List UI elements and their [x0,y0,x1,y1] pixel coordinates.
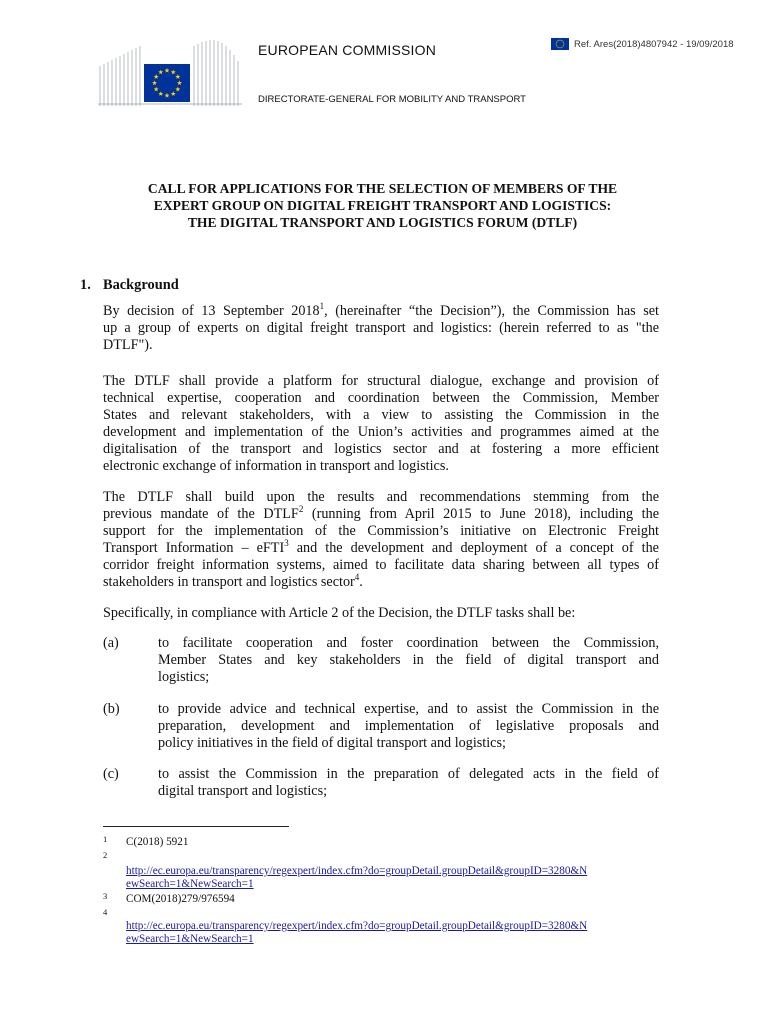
section-title: Background [103,277,179,293]
paragraph-2 [103,373,659,475]
task-label: (b) [103,701,120,717]
text-line: digitalisation of the transport and logistics sector and at fostering a more efficient [103,441,659,457]
text-line: Transport Information – eFTI$^3$ and the development and deployment of a concept of the [103,538,659,556]
text-line: The DTLF shall build upon the results and recommendations stemming from the [103,489,659,505]
section-heading [80,277,179,294]
text-line: technical expertise, cooperation and coordination between the Commission, Member [103,390,659,406]
footnote-ref[interactable]: 3 [284,538,289,548]
task-text [158,766,659,800]
footnote-number: 3 [103,891,108,901]
text-line: to provide advice and technical expertise, and to assist the Commission in the [158,701,659,717]
footnote-ref[interactable]: 4 [354,572,360,582]
text-line: to facilitate cooperation and foster coordination between the Commission, [158,635,659,651]
title-line: CALL FOR APPLICATIONS FOR THE SELECTION OF MEMBERS OF THE [147,181,618,196]
title-line: THE DIGITAL TRANSPORT AND LOGISTICS FORUM (DTLF) [187,215,578,230]
footnote-ref[interactable]: 2 [298,504,304,514]
paragraph-3 [103,489,659,591]
title-line: EXPERT GROUP ON DIGITAL FREIGHT TRANSPORT AND LOGISTICS: [153,198,612,213]
reference-text: Ref. Ares(2018)4807942 - 19/09/2018 [574,38,734,50]
footnote-link[interactable]: ewSearch=1&NewSearch=1 [126,933,254,945]
text-line: The DTLF shall provide a platform for structural dialogue, exchange and provision of [103,373,659,389]
text-line: corridor freight information systems, aimed to facilitate data sharing between all types of [103,557,659,573]
text-line: digital transport and logistics; [158,783,328,799]
text-line: to assist the Commission in the preparation of delegated acts in the field of [158,766,659,782]
footnote-link[interactable]: ewSearch=1&NewSearch=1 [126,878,254,890]
footnote-ref[interactable]: 1 [319,301,325,311]
footnote-text: C(2018) 5921 [126,836,189,848]
task-label: (c) [103,766,119,782]
section-number: 1. [80,277,91,293]
text-line: DTLF"). [103,337,153,353]
footnote-link[interactable]: http://ec.europa.eu/transparency/regexpert/index.cfm?do=groupDetail.groupDetail&groupID=3280&N [126,920,588,932]
task-text [158,701,659,752]
text-line: States and relevant stakeholders, with a view to assisting the Commission in the [103,407,659,423]
footnote-link[interactable]: http://ec.europa.eu/transparency/regexpert/index.cfm?do=groupDetail.groupDetail&groupID=3280&N [126,865,588,877]
text-line: support for the implementation of the Commission’s initiative on Electronic Freight [103,523,659,539]
document-reference [551,38,734,50]
text-line: policy initiatives in the field of digital transport and logistics; [158,735,506,751]
text-line: Specifically, in compliance with Article 2 of the Decision, the DTLF tasks shall be: [103,605,576,621]
text-line: preparation, development and implementation of legislative proposals and [158,718,659,734]
document-title [90,180,675,231]
footnote-number: 2 [103,850,108,860]
text-line: electronic exchange of information in transport and logistics. [103,458,449,474]
text-line: By decision of 13 September 2018$^1$, (hereinafter “the Decision”), the Commission has set [103,301,659,319]
footnote-separator [103,826,289,827]
task-label: (a) [103,635,119,651]
task-text [158,635,659,686]
paragraph-1 [103,303,659,354]
directorate-name: DIRECTORATE-GENERAL FOR MOBILITY AND TRANSPORT [258,94,526,105]
european-commission-logo [98,36,242,106]
footnote-number: 4 [103,907,108,917]
text-line: stakeholders in transport and logistics sector$^4$. [103,572,363,590]
text-line: up a group of experts on digital freight transport and logistics: (herein referred to as "the [103,320,659,336]
eu-flag-icon [551,38,569,50]
paragraph-4 [103,605,659,622]
text-line: development and implementation of the Union’s activities and programmes aimed at the [103,424,659,440]
organization-name: EUROPEAN COMMISSION [258,42,437,58]
footnote-number: 1 [103,834,108,844]
footnote-text: COM(2018)279/976594 [126,893,235,905]
text-line: previous mandate of the DTLF$^2$ (running from April 2015 to June 2018), including the [103,504,659,522]
text-line: Member States and key stakeholders in the field of digital transport and [158,652,659,668]
text-line: logistics; [158,669,210,685]
